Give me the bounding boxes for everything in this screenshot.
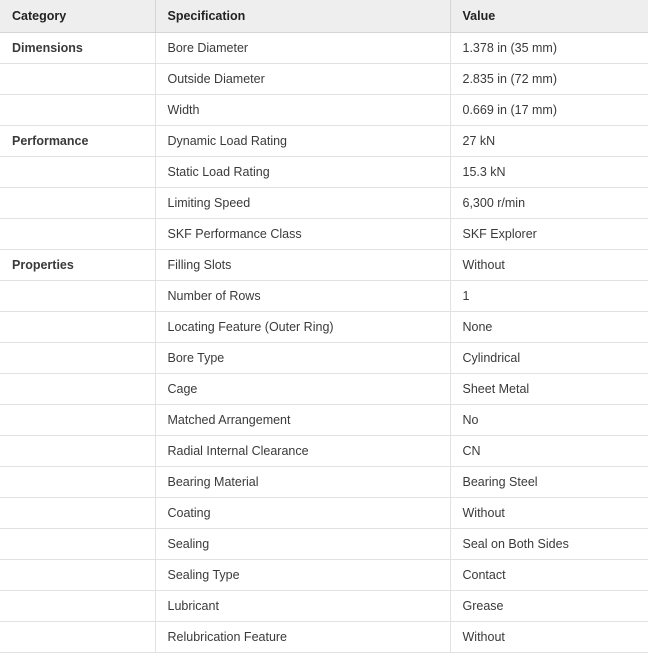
table-row — [0, 157, 648, 188]
table-row — [0, 343, 648, 374]
cell-value: 1 — [450, 281, 648, 312]
cell-category — [0, 529, 155, 560]
cell-specification: Coating — [155, 498, 450, 529]
cell-category — [0, 560, 155, 591]
cell-specification: Lubricant — [155, 591, 450, 622]
cell-category — [0, 591, 155, 622]
cell-category — [0, 281, 155, 312]
cell-value: No — [450, 405, 648, 436]
cell-specification: Filling Slots — [155, 250, 450, 281]
table-row — [0, 529, 648, 560]
cell-specification: Sealing — [155, 529, 450, 560]
cell-category — [0, 188, 155, 219]
cell-category — [0, 467, 155, 498]
cell-specification: Cage — [155, 374, 450, 405]
cell-value: 6,300 r/min — [450, 188, 648, 219]
cell-value: 0.669 in (17 mm) — [450, 95, 648, 126]
column-header-specification: Specification — [155, 0, 450, 33]
cell-value: Bearing Steel — [450, 467, 648, 498]
cell-category: Properties — [0, 250, 155, 281]
cell-category — [0, 374, 155, 405]
cell-specification: Width — [155, 95, 450, 126]
cell-value: Without — [450, 250, 648, 281]
cell-value: Seal on Both Sides — [450, 529, 648, 560]
cell-category — [0, 219, 155, 250]
table-row — [0, 622, 648, 653]
cell-category — [0, 64, 155, 95]
cell-specification: Number of Rows — [155, 281, 450, 312]
cell-category — [0, 436, 155, 467]
cell-value: Sheet Metal — [450, 374, 648, 405]
cell-value: 27 kN — [450, 126, 648, 157]
table-header — [0, 0, 648, 33]
cell-specification: Locating Feature (Outer Ring) — [155, 312, 450, 343]
cell-value: 2.835 in (72 mm) — [450, 64, 648, 95]
table-row — [0, 219, 648, 250]
cell-specification: Dynamic Load Rating — [155, 126, 450, 157]
cell-specification: Limiting Speed — [155, 188, 450, 219]
cell-specification: Bore Type — [155, 343, 450, 374]
cell-specification: Static Load Rating — [155, 157, 450, 188]
cell-value: 1.378 in (35 mm) — [450, 33, 648, 64]
cell-category — [0, 157, 155, 188]
table-body — [0, 33, 648, 653]
cell-specification: Outside Diameter — [155, 64, 450, 95]
cell-specification: Bearing Material — [155, 467, 450, 498]
cell-category: Performance — [0, 126, 155, 157]
table-row — [0, 374, 648, 405]
cell-category — [0, 622, 155, 653]
table-row — [0, 95, 648, 126]
cell-category — [0, 405, 155, 436]
cell-value: None — [450, 312, 648, 343]
cell-specification: Sealing Type — [155, 560, 450, 591]
table-row — [0, 250, 648, 281]
table-row — [0, 560, 648, 591]
cell-value: 15.3 kN — [450, 157, 648, 188]
cell-specification: Bore Diameter — [155, 33, 450, 64]
table-row — [0, 33, 648, 64]
cell-value: Without — [450, 622, 648, 653]
table-row — [0, 126, 648, 157]
table-header-row — [0, 0, 648, 33]
column-header-value: Value — [450, 0, 648, 33]
cell-category — [0, 343, 155, 374]
table-row — [0, 281, 648, 312]
cell-specification: Matched Arrangement — [155, 405, 450, 436]
cell-value: Without — [450, 498, 648, 529]
cell-value: SKF Explorer — [450, 219, 648, 250]
table-row — [0, 436, 648, 467]
cell-value: Contact — [450, 560, 648, 591]
cell-category — [0, 95, 155, 126]
cell-specification: Relubrication Feature — [155, 622, 450, 653]
cell-value: Grease — [450, 591, 648, 622]
cell-category — [0, 498, 155, 529]
cell-value: Cylindrical — [450, 343, 648, 374]
cell-category — [0, 312, 155, 343]
cell-specification: SKF Performance Class — [155, 219, 450, 250]
cell-category: Dimensions — [0, 33, 155, 64]
table-row — [0, 591, 648, 622]
table-row — [0, 405, 648, 436]
table-row — [0, 312, 648, 343]
table-row — [0, 64, 648, 95]
table-row — [0, 467, 648, 498]
table-row — [0, 188, 648, 219]
table-row — [0, 498, 648, 529]
column-header-category: Category — [0, 0, 155, 33]
cell-specification: Radial Internal Clearance — [155, 436, 450, 467]
cell-value: CN — [450, 436, 648, 467]
